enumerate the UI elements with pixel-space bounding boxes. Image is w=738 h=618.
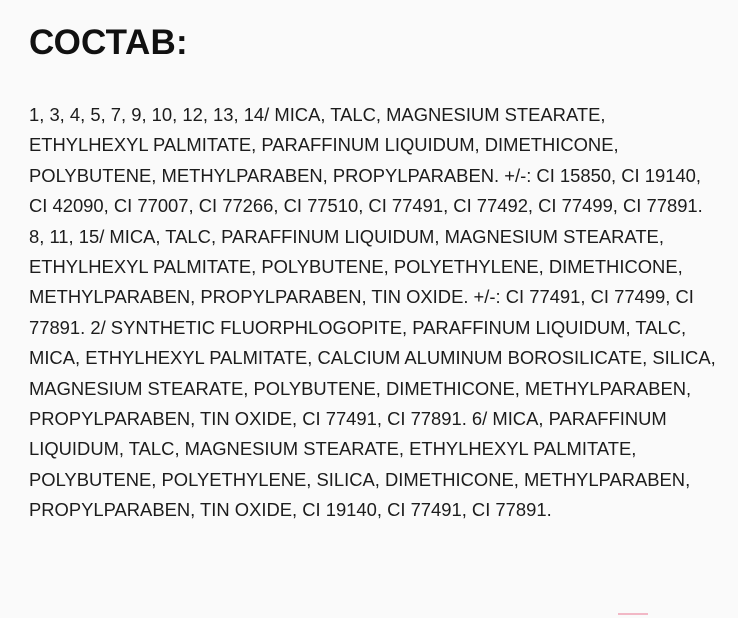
accent-divider — [618, 613, 648, 615]
section-title: СОСТАВ: — [29, 23, 188, 62]
ingredients-text: 1, 3, 4, 5, 7, 9, 10, 12, 13, 14/ MICA, TALC, MAGNESIUM STEARATE, ETHYLHEXYL PALMITATE, PARAFFINUM LIQUIDUM, DIMETHICONE, POLYBUTENE, METHYLPARABEN, PROPYLPARABEN. +/-: CI 15850, CI 19140, CI 42090, CI 77007, CI 77266, CI 77510, CI 77491, CI 77492, CI 77499, CI 77891. 8, 11, 15/ MICA, TALC, PARAFFINUM LIQUIDUM, MAGNESIUM STEARATE, ETHYLHEXYL PALMITATE, POLYBUTENE, POLYETHYLENE, DIMETHICONE, METHYLPARABEN, PROPYLPARABEN, TIN OXIDE. +/-: CI 77491, CI 77499, CI 77891. 2/ SYNTHETIC FLUORPHLOGOPITE, PARAFFINUM LIQUIDUM, TALC, MICA, ETHYLHEXYL PALMITATE, CALCIUM ALUMINUM BOROSILICATE, SILICA, MAGNESIUM STEARATE, POLYBUTENE, DIMETHICONE, METHYLPARABEN, PROPYLPARABEN, TIN OXIDE, CI 77491, CI 77891. 6/ MICA, PARAFFINUM LIQUIDUM, TALC, MAGNESIUM STEARATE, ETHYLHEXYL PALMITATE, POLYBUTENE, POLYETHYLENE, SILICA, DIMETHICONE, METHYLPARABEN, PROPYLPARABEN, TIN OXIDE, CI 19140, CI 77491, CI 77891. — [29, 104, 716, 521]
